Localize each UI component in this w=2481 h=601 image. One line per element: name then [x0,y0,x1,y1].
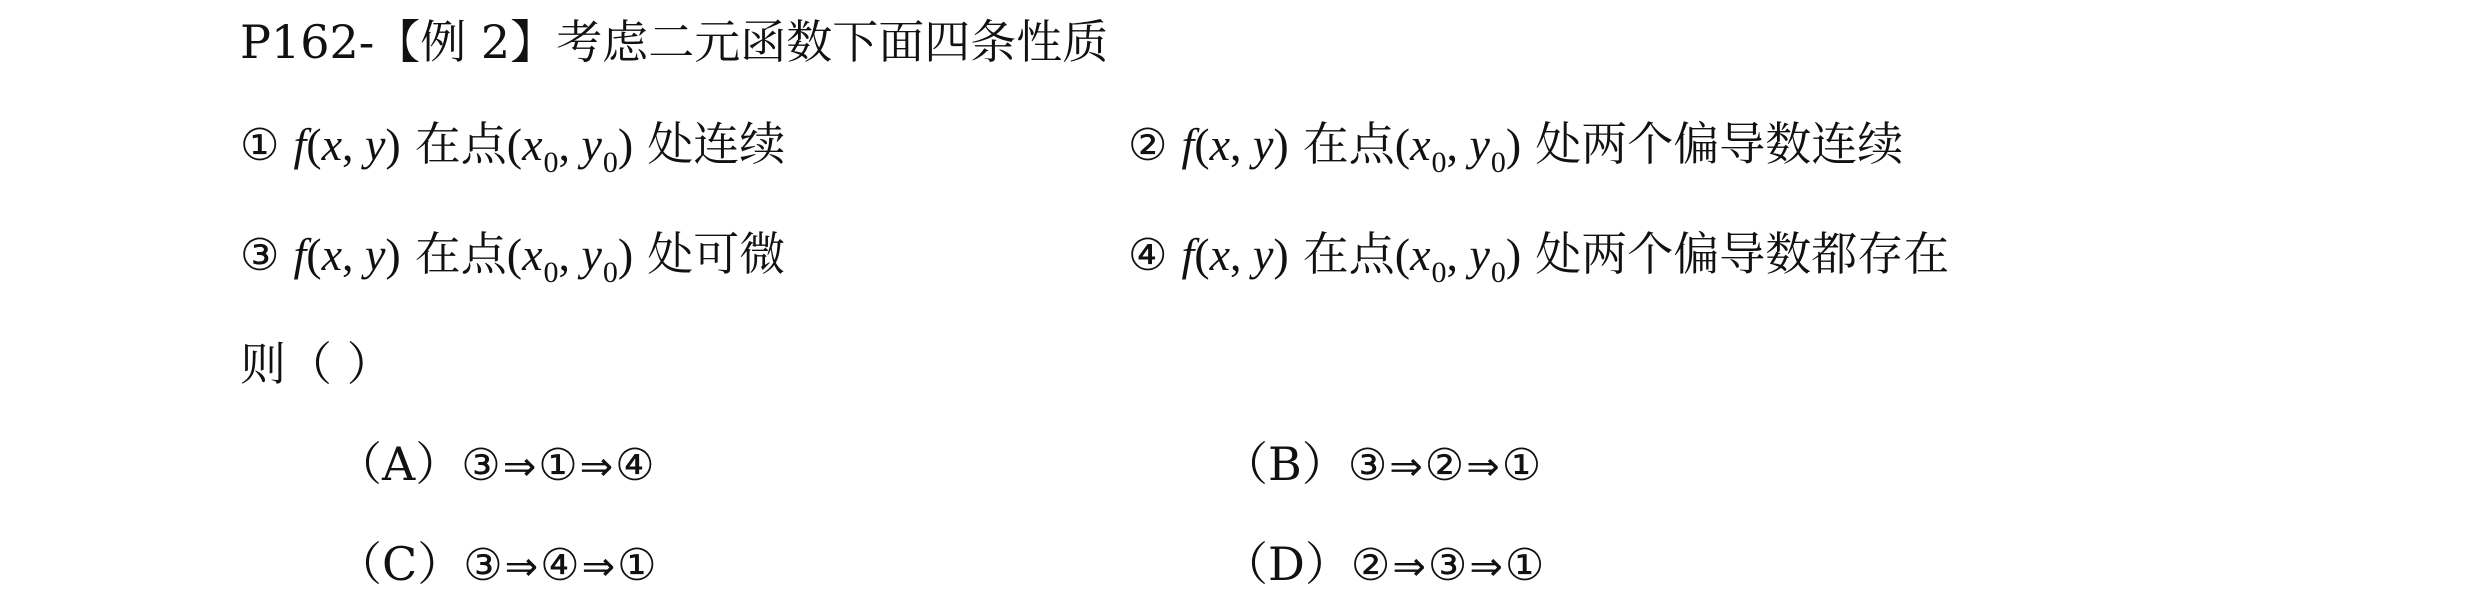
implies-arrow-icon: ⇒ [1392,544,1426,590]
function-symbol: f [293,229,307,280]
question-text: 则（ ） [240,337,393,391]
function-symbol: f [1181,229,1195,280]
question-prompt [240,336,393,392]
implies-arrow-icon: ⇒ [1469,544,1503,590]
function-symbol: f [293,119,307,170]
point-coordinates: ($x_0$, $y_0$) [506,119,634,179]
problem-statement: 考虑二元函数下面四条性质 [556,15,1109,69]
property-condition: 处连续 [647,117,786,171]
at-point-text: 在点 [414,227,507,281]
property-3 [240,226,786,289]
option-label: （C） [336,537,464,591]
option-c[interactable]: （C）③⇒④⇒① [336,537,657,591]
function-vars: (x, y) [1194,229,1289,280]
example-label: 【例 2】 [374,15,557,69]
circled-three-marker: ③ [240,230,280,281]
function-vars: (x, y) [306,119,401,170]
at-point-text: 在点 [1302,117,1395,171]
point-coordinates: ($x_0$, $y_0$) [1394,119,1522,179]
function-vars: (x, y) [306,229,401,280]
option-b[interactable]: （B）③⇒②⇒① [1222,437,1542,491]
implies-arrow-icon: ⇒ [581,544,616,590]
option-label: （B） [1222,437,1348,491]
function-symbol: f [1181,119,1195,170]
property-condition: 处两个偏导数都存在 [1535,227,1950,281]
implies-arrow-icon: ⇒ [579,444,614,490]
function-vars: (x, y) [1194,119,1289,170]
circled-four-marker: ④ [1128,230,1168,281]
property-1 [240,116,786,179]
page-reference: P162- [240,15,375,69]
option-label: （D） [1222,537,1351,591]
circled-one-marker: ① [240,120,280,171]
option-label: （A） [336,437,462,491]
circled-two-marker: ② [1128,120,1168,171]
option-a[interactable]: （A）③⇒①⇒④ [336,437,655,491]
implies-arrow-icon: ⇒ [1389,444,1423,490]
point-coordinates: ($x_0$, $y_0$) [1394,229,1522,289]
at-point-text: 在点 [414,117,507,171]
property-condition: 处可微 [647,227,786,281]
property-condition: 处两个偏导数连续 [1535,117,1904,171]
property-2 [1128,116,1904,179]
at-point-text: 在点 [1302,227,1395,281]
implies-arrow-icon: ⇒ [502,444,537,490]
problem-title [240,14,1108,70]
option-d[interactable]: （D）②⇒③⇒① [1222,537,1545,591]
property-4 [1128,226,1950,289]
implies-arrow-icon: ⇒ [504,544,539,590]
point-coordinates: ($x_0$, $y_0$) [506,229,634,289]
implies-arrow-icon: ⇒ [1466,444,1500,490]
